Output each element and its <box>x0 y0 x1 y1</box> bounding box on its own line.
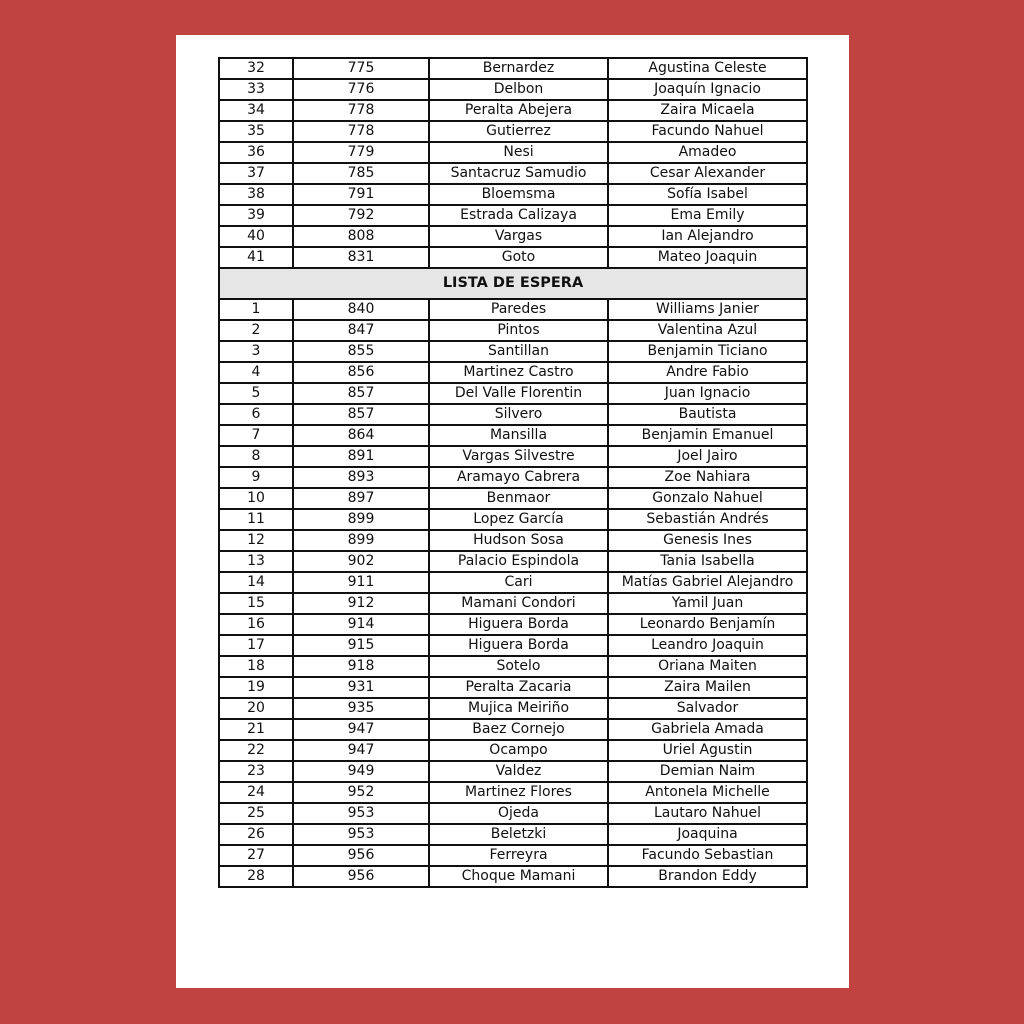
surname-cell: Mujica Meiriño <box>429 698 608 719</box>
row-number-cell: 34 <box>219 100 293 121</box>
surname-cell: Estrada Calizaya <box>429 205 608 226</box>
order-number-cell: 918 <box>293 656 429 677</box>
table-row <box>219 845 807 866</box>
row-number-cell: 28 <box>219 866 293 887</box>
surname-cell: Vargas <box>429 226 608 247</box>
order-number-cell: 855 <box>293 341 429 362</box>
table-row <box>219 824 807 845</box>
table-row <box>219 677 807 698</box>
given-names-cell: Oriana Maiten <box>608 656 807 677</box>
surname-cell: Nesi <box>429 142 608 163</box>
row-number-cell: 24 <box>219 782 293 803</box>
surname-cell: Mamani Condori <box>429 593 608 614</box>
row-number-cell: 26 <box>219 824 293 845</box>
surname-cell: Higuera Borda <box>429 635 608 656</box>
order-number-cell: 808 <box>293 226 429 247</box>
row-number-cell: 3 <box>219 341 293 362</box>
surname-cell: Delbon <box>429 79 608 100</box>
order-number-cell: 856 <box>293 362 429 383</box>
surname-cell: Ferreyra <box>429 845 608 866</box>
surname-cell: Bernardez <box>429 58 608 79</box>
table-row <box>219 551 807 572</box>
surname-cell: Martinez Castro <box>429 362 608 383</box>
table-row <box>219 635 807 656</box>
given-names-cell: Valentina Azul <box>608 320 807 341</box>
row-number-cell: 27 <box>219 845 293 866</box>
surname-cell: Santacruz Samudio <box>429 163 608 184</box>
order-number-cell: 893 <box>293 467 429 488</box>
table-row <box>219 593 807 614</box>
surname-cell: Pintos <box>429 320 608 341</box>
student-list-table <box>218 57 808 888</box>
given-names-cell: Genesis Ines <box>608 530 807 551</box>
given-names-cell: Zaira Mailen <box>608 677 807 698</box>
order-number-cell: 912 <box>293 593 429 614</box>
row-number-cell: 2 <box>219 320 293 341</box>
given-names-cell: Andre Fabio <box>608 362 807 383</box>
given-names-cell: Joaquina <box>608 824 807 845</box>
given-names-cell: Tania Isabella <box>608 551 807 572</box>
order-number-cell: 911 <box>293 572 429 593</box>
given-names-cell: Matías Gabriel Alejandro <box>608 572 807 593</box>
row-number-cell: 7 <box>219 425 293 446</box>
row-number-cell: 17 <box>219 635 293 656</box>
order-number-cell: 953 <box>293 803 429 824</box>
surname-cell: Ocampo <box>429 740 608 761</box>
surname-cell: Aramayo Cabrera <box>429 467 608 488</box>
order-number-cell: 902 <box>293 551 429 572</box>
table-row <box>219 614 807 635</box>
given-names-cell: Demian Naim <box>608 761 807 782</box>
order-number-cell: 864 <box>293 425 429 446</box>
given-names-cell: Cesar Alexander <box>608 163 807 184</box>
given-names-cell: Agustina Celeste <box>608 58 807 79</box>
row-number-cell: 10 <box>219 488 293 509</box>
table-row <box>219 572 807 593</box>
order-number-cell: 778 <box>293 121 429 142</box>
given-names-cell: Ian Alejandro <box>608 226 807 247</box>
row-number-cell: 11 <box>219 509 293 530</box>
given-names-cell: Yamil Juan <box>608 593 807 614</box>
order-number-cell: 914 <box>293 614 429 635</box>
table-row <box>219 404 807 425</box>
table-row <box>219 530 807 551</box>
table-row <box>219 142 807 163</box>
given-names-cell: Lautaro Nahuel <box>608 803 807 824</box>
surname-cell: Palacio Espindola <box>429 551 608 572</box>
surname-cell: Choque Mamani <box>429 866 608 887</box>
order-number-cell: 953 <box>293 824 429 845</box>
surname-cell: Goto <box>429 247 608 268</box>
table-row <box>219 803 807 824</box>
given-names-cell: Joel Jairo <box>608 446 807 467</box>
surname-cell: Benmaor <box>429 488 608 509</box>
table-row <box>219 866 807 887</box>
table-row <box>219 226 807 247</box>
table-row <box>219 761 807 782</box>
given-names-cell: Sebastián Andrés <box>608 509 807 530</box>
row-number-cell: 33 <box>219 79 293 100</box>
given-names-cell: Mateo Joaquin <box>608 247 807 268</box>
order-number-cell: 775 <box>293 58 429 79</box>
order-number-cell: 857 <box>293 383 429 404</box>
given-names-cell: Joaquín Ignacio <box>608 79 807 100</box>
order-number-cell: 791 <box>293 184 429 205</box>
row-number-cell: 19 <box>219 677 293 698</box>
table-row <box>219 509 807 530</box>
table-row <box>219 205 807 226</box>
table-row <box>219 656 807 677</box>
row-number-cell: 6 <box>219 404 293 425</box>
row-number-cell: 37 <box>219 163 293 184</box>
given-names-cell: Brandon Eddy <box>608 866 807 887</box>
order-number-cell: 779 <box>293 142 429 163</box>
row-number-cell: 32 <box>219 58 293 79</box>
given-names-cell: Salvador <box>608 698 807 719</box>
given-names-cell: Sofía Isabel <box>608 184 807 205</box>
table-row <box>219 58 807 79</box>
table-row <box>219 467 807 488</box>
section-header-row <box>219 268 807 299</box>
surname-cell: Peralta Zacaria <box>429 677 608 698</box>
document-page <box>176 35 849 988</box>
table-row <box>219 247 807 268</box>
order-number-cell: 847 <box>293 320 429 341</box>
table-row <box>219 184 807 205</box>
surname-cell: Baez Cornejo <box>429 719 608 740</box>
row-number-cell: 41 <box>219 247 293 268</box>
row-number-cell: 14 <box>219 572 293 593</box>
given-names-cell: Benjamin Emanuel <box>608 425 807 446</box>
order-number-cell: 956 <box>293 845 429 866</box>
table-row <box>219 782 807 803</box>
row-number-cell: 18 <box>219 656 293 677</box>
row-number-cell: 1 <box>219 299 293 320</box>
surname-cell: Paredes <box>429 299 608 320</box>
table-row <box>219 341 807 362</box>
table-row <box>219 740 807 761</box>
surname-cell: Sotelo <box>429 656 608 677</box>
order-number-cell: 931 <box>293 677 429 698</box>
row-number-cell: 9 <box>219 467 293 488</box>
row-number-cell: 25 <box>219 803 293 824</box>
surname-cell: Del Valle Florentin <box>429 383 608 404</box>
admitted-rows <box>219 58 807 268</box>
table-row <box>219 446 807 467</box>
order-number-cell: 899 <box>293 509 429 530</box>
table-row <box>219 100 807 121</box>
surname-cell: Mansilla <box>429 425 608 446</box>
given-names-cell: Antonela Michelle <box>608 782 807 803</box>
row-number-cell: 16 <box>219 614 293 635</box>
surname-cell: Martinez Flores <box>429 782 608 803</box>
surname-cell: Vargas Silvestre <box>429 446 608 467</box>
order-number-cell: 947 <box>293 740 429 761</box>
row-number-cell: 36 <box>219 142 293 163</box>
given-names-cell: Facundo Nahuel <box>608 121 807 142</box>
surname-cell: Higuera Borda <box>429 614 608 635</box>
table-row <box>219 163 807 184</box>
given-names-cell: Uriel Agustin <box>608 740 807 761</box>
order-number-cell: 857 <box>293 404 429 425</box>
table-row <box>219 425 807 446</box>
surname-cell: Gutierrez <box>429 121 608 142</box>
order-number-cell: 792 <box>293 205 429 226</box>
order-number-cell: 778 <box>293 100 429 121</box>
given-names-cell: Gabriela Amada <box>608 719 807 740</box>
row-number-cell: 38 <box>219 184 293 205</box>
surname-cell: Hudson Sosa <box>429 530 608 551</box>
row-number-cell: 15 <box>219 593 293 614</box>
surname-cell: Santillan <box>429 341 608 362</box>
table-row <box>219 719 807 740</box>
given-names-cell: Zoe Nahiara <box>608 467 807 488</box>
row-number-cell: 35 <box>219 121 293 142</box>
given-names-cell: Facundo Sebastian <box>608 845 807 866</box>
given-names-cell: Williams Janier <box>608 299 807 320</box>
table-row <box>219 79 807 100</box>
table-row <box>219 320 807 341</box>
surname-cell: Lopez García <box>429 509 608 530</box>
order-number-cell: 897 <box>293 488 429 509</box>
surname-cell: Silvero <box>429 404 608 425</box>
row-number-cell: 13 <box>219 551 293 572</box>
given-names-cell: Bautista <box>608 404 807 425</box>
row-number-cell: 5 <box>219 383 293 404</box>
order-number-cell: 952 <box>293 782 429 803</box>
surname-cell: Valdez <box>429 761 608 782</box>
table-row <box>219 362 807 383</box>
order-number-cell: 947 <box>293 719 429 740</box>
order-number-cell: 899 <box>293 530 429 551</box>
row-number-cell: 12 <box>219 530 293 551</box>
order-number-cell: 785 <box>293 163 429 184</box>
surname-cell: Ojeda <box>429 803 608 824</box>
order-number-cell: 840 <box>293 299 429 320</box>
given-names-cell: Zaira Micaela <box>608 100 807 121</box>
given-names-cell: Amadeo <box>608 142 807 163</box>
order-number-cell: 935 <box>293 698 429 719</box>
order-number-cell: 891 <box>293 446 429 467</box>
table-row <box>219 698 807 719</box>
section-title: LISTA DE ESPERA <box>219 268 807 299</box>
row-number-cell: 40 <box>219 226 293 247</box>
surname-cell: Beletzki <box>429 824 608 845</box>
row-number-cell: 39 <box>219 205 293 226</box>
surname-cell: Peralta Abejera <box>429 100 608 121</box>
given-names-cell: Leonardo Benjamín <box>608 614 807 635</box>
given-names-cell: Gonzalo Nahuel <box>608 488 807 509</box>
row-number-cell: 22 <box>219 740 293 761</box>
table-row <box>219 488 807 509</box>
order-number-cell: 776 <box>293 79 429 100</box>
row-number-cell: 8 <box>219 446 293 467</box>
waitlist-rows <box>219 299 807 887</box>
surname-cell: Bloemsma <box>429 184 608 205</box>
row-number-cell: 23 <box>219 761 293 782</box>
order-number-cell: 949 <box>293 761 429 782</box>
given-names-cell: Ema Emily <box>608 205 807 226</box>
row-number-cell: 20 <box>219 698 293 719</box>
surname-cell: Cari <box>429 572 608 593</box>
row-number-cell: 4 <box>219 362 293 383</box>
given-names-cell: Leandro Joaquin <box>608 635 807 656</box>
given-names-cell: Benjamin Ticiano <box>608 341 807 362</box>
waitlist-section <box>219 268 807 299</box>
table-row <box>219 383 807 404</box>
row-number-cell: 21 <box>219 719 293 740</box>
table-row <box>219 121 807 142</box>
order-number-cell: 831 <box>293 247 429 268</box>
given-names-cell: Juan Ignacio <box>608 383 807 404</box>
order-number-cell: 956 <box>293 866 429 887</box>
order-number-cell: 915 <box>293 635 429 656</box>
table-row <box>219 299 807 320</box>
